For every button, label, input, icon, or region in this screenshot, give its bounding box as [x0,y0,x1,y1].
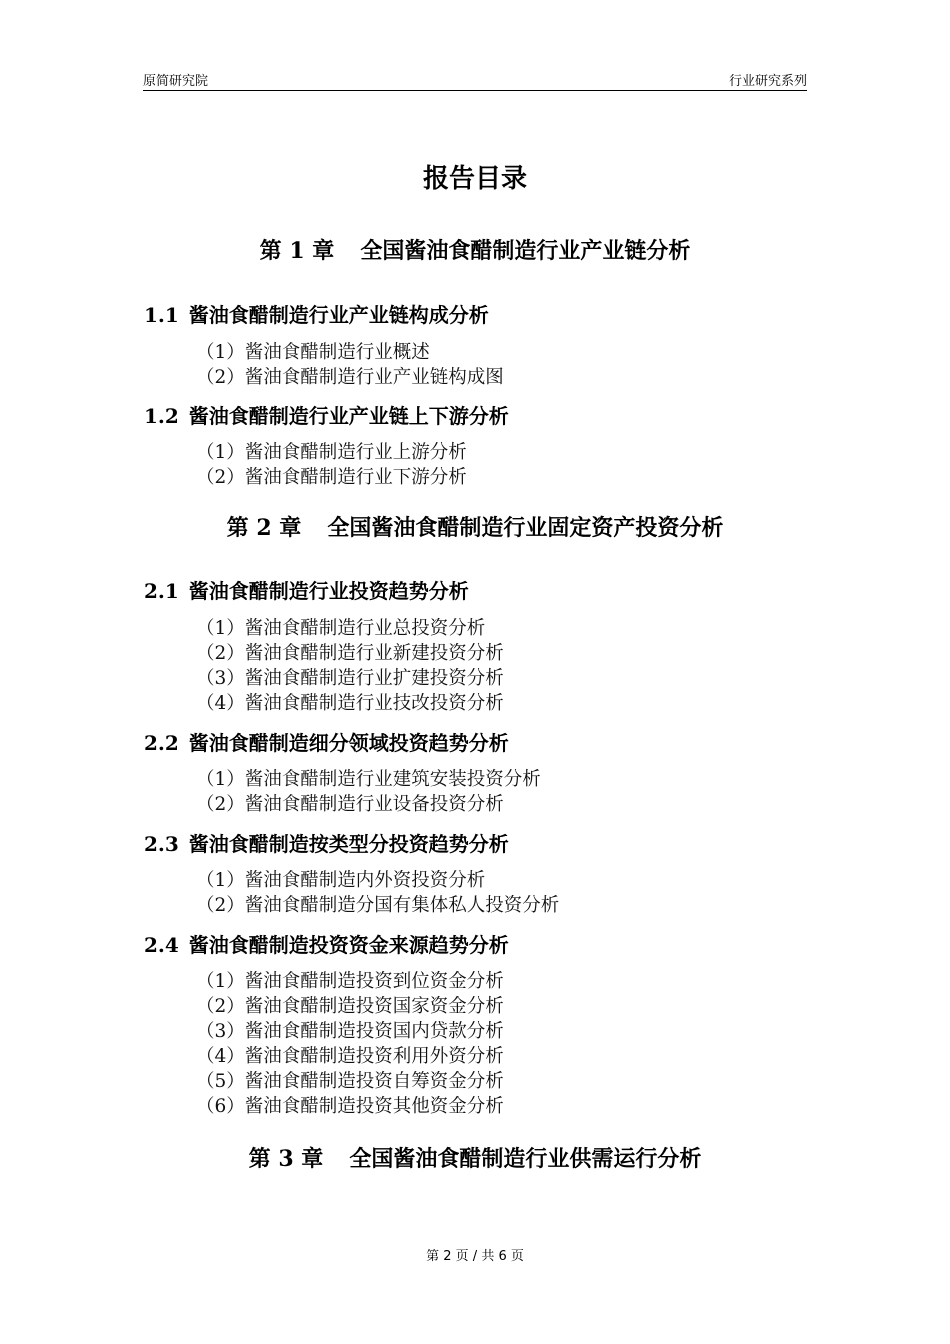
toc-item: （3）酱油食醋制造行业扩建投资分析 [196,668,504,689]
chapter-title: 全国酱油食醋制造行业供需运行分析 [349,1146,702,1172]
toc-item: （2）酱油食醋制造分国有集体私人投资分析 [196,895,560,916]
section-heading [144,299,489,328]
section-number: 2.1 [144,579,179,603]
section-title: 酱油食醋制造按类型分投资趋势分析 [188,832,509,856]
toc-item: （4）酱油食醋制造行业技改投资分析 [196,693,504,714]
chapter-number: 第 1 章 [259,238,335,264]
section-title: 酱油食醋制造细分领域投资趋势分析 [188,731,509,755]
page-header [143,70,807,91]
page-footer: 第 2 页 / 共 6 页 [426,1249,524,1264]
toc-item: （1）酱油食醋制造内外资投资分析 [196,870,486,891]
section-heading [144,400,509,429]
toc-item: （1）酱油食醋制造投资到位资金分析 [196,971,504,992]
toc-item: （2）酱油食醋制造行业下游分析 [196,467,467,488]
toc-item: （3）酱油食醋制造投资国内贷款分析 [196,1021,504,1042]
toc-item: （2）酱油食醋制造投资国家资金分析 [196,996,504,1017]
chapter-heading [0,511,950,542]
toc-item: （2）酱油食醋制造行业产业链构成图 [196,367,504,388]
toc-item: （2）酱油食醋制造行业设备投资分析 [196,794,504,815]
section-number: 2.3 [144,832,179,856]
toc-item: （5）酱油食醋制造投资自筹资金分析 [196,1071,504,1092]
toc-item: （6）酱油食醋制造投资其他资金分析 [196,1096,504,1117]
toc-item: （2）酱油食醋制造行业新建投资分析 [196,643,504,664]
report-title: 报告目录 [422,164,527,194]
section-heading [144,828,509,857]
section-number: 1.1 [144,303,179,327]
section-title: 酱油食醋制造行业投资趋势分析 [188,579,469,603]
section-heading [144,929,509,958]
chapter-number: 第 2 章 [226,515,302,541]
section-number: 2.4 [144,933,179,957]
toc-item: （1）酱油食醋制造行业上游分析 [196,442,467,463]
section-title: 酱油食醋制造行业产业链上下游分析 [188,404,509,428]
toc-item: （1）酱油食醋制造行业建筑安装投资分析 [196,769,541,790]
toc-item: （4）酱油食醋制造投资利用外资分析 [196,1046,504,1067]
chapter-heading [0,1142,950,1173]
chapter-title: 全国酱油食醋制造行业固定资产投资分析 [327,515,724,541]
chapter-number: 第 3 章 [248,1146,324,1172]
chapter-title: 全国酱油食醋制造行业产业链分析 [360,238,691,264]
toc-item: （1）酱油食醋制造行业概述 [196,342,430,363]
section-title: 酱油食醋制造投资资金来源趋势分析 [188,933,509,957]
section-number: 2.2 [144,731,179,755]
header-series: 行业研究系列 [728,74,807,89]
header-org: 原简研究院 [143,74,209,89]
chapter-heading [0,234,950,265]
section-heading [144,727,509,756]
toc-item: （1）酱油食醋制造行业总投资分析 [196,618,486,639]
section-title: 酱油食醋制造行业产业链构成分析 [188,303,489,327]
section-heading [144,575,469,604]
section-number: 1.2 [144,404,179,428]
